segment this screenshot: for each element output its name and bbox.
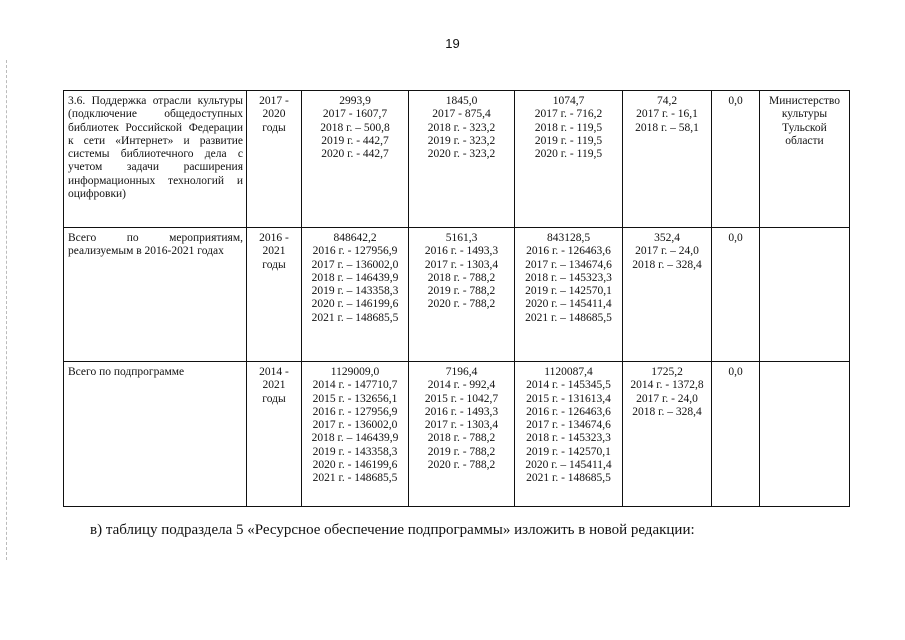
cell-line: 1120087,4	[544, 366, 593, 378]
total-cell	[302, 91, 409, 228]
executor-cell	[760, 228, 850, 362]
cell-line: 2017 г. - 16,1	[636, 108, 698, 121]
cell-line: 2021 г. - 148685,5	[312, 472, 398, 485]
cell-line: 2017 г. - 136002,0	[312, 419, 398, 432]
cell-line: 2020 г. – 145411,4	[525, 459, 612, 472]
cell-line: 2993,9	[339, 95, 371, 107]
cell-line: 2021 г. – 148685,5	[311, 311, 399, 324]
cell-line: 2020 г. - 788,2	[427, 459, 496, 472]
cell-line: 2018 г. – 145323,3	[525, 271, 612, 284]
cell-line: 2019 г. – 142570,1	[525, 285, 612, 298]
cell-line: 2019 г. - 788,2	[427, 285, 496, 298]
cell-line: 7196,4	[445, 366, 478, 378]
cell-line: 0,0	[728, 232, 743, 244]
local-budget-cell	[623, 91, 712, 228]
cell-line: 2017 - 875,4	[432, 108, 491, 121]
cell-line: 2020 г. - 146199,6	[312, 459, 398, 472]
cell-line: 2017 г. - 716,2	[534, 108, 603, 121]
cell-line: 2020 г. - 119,5	[534, 148, 603, 161]
cell-line: 2019 г. – 143358,3	[311, 285, 399, 298]
cell-line: 0,0	[728, 366, 743, 378]
cell-line: 2016 г. - 127956,9	[312, 245, 398, 258]
cell-line: 2020	[262, 108, 286, 121]
years-cell	[247, 362, 302, 507]
cell-line: 2019 г. - 323,2	[427, 134, 496, 147]
extrabudget-cell	[712, 91, 760, 228]
cell-line: 1725,2	[651, 366, 683, 378]
cell-line: 843128,5	[546, 232, 591, 244]
cell-line: 2017 г. - 1303,4	[424, 258, 499, 271]
resource-table	[63, 90, 850, 507]
executor-cell	[760, 362, 850, 507]
years-cell	[247, 228, 302, 362]
cell-line: 2015 г. - 1042,7	[424, 392, 499, 405]
cell-line: 2016 -	[259, 232, 289, 244]
table-row	[64, 362, 850, 507]
cell-line: 2018 г. – 146439,9	[311, 432, 399, 445]
cell-line: 2020 г. - 442,7	[321, 148, 389, 161]
total-cell	[302, 362, 409, 507]
cell-line: годы	[262, 121, 286, 134]
cell-line: 2017 г. – 24,0	[635, 245, 699, 258]
cell-line: 2015 г. - 131613,4	[526, 392, 611, 405]
cell-line: 0,0	[728, 95, 743, 107]
cell-line: 2019 г. - 142570,1	[526, 445, 611, 458]
cell-line: 848642,2	[333, 232, 377, 244]
page-number: 19	[445, 36, 460, 51]
cell-line: области	[785, 134, 824, 147]
cell-line: 1074,7	[552, 95, 585, 107]
activity-name-cell: 3.6. Поддержка отрасли культуры (подключение общедоступных библиотек Российской Федерации к сети «Интернет» и развитие системы библиотечного дела с учетом задачи расширения информационных технологий и оцифровки)	[64, 91, 247, 228]
cell-line: 2018 г. - 788,2	[427, 432, 496, 445]
activity-name-cell: Всего по подпрограмме	[64, 362, 247, 507]
federal-budget-cell	[409, 91, 515, 228]
local-budget-cell	[623, 228, 712, 362]
cell-line: 2014 г. - 992,4	[427, 379, 496, 392]
cell-line: 2019 г. - 119,5	[534, 134, 603, 147]
instruction-text: в) таблицу подраздела 5 «Ресурсное обеспечение подпрограммы» изложить в новой редакции:	[90, 522, 695, 538]
cell-line: 2020 г. - 323,2	[427, 148, 496, 161]
cell-line: 2018 г. - 119,5	[534, 121, 603, 134]
cell-line: 2021	[262, 245, 286, 258]
total-cell	[302, 228, 409, 362]
cell-line: 2016 г. - 1493,3	[424, 245, 499, 258]
cell-line: 2018 г. – 146439,9	[311, 271, 399, 284]
cell-line: 2018 г. - 788,2	[427, 271, 496, 284]
cell-line: 2017 г. - 134674,6	[526, 419, 611, 432]
cell-line: годы	[262, 392, 286, 405]
cell-line: годы	[262, 258, 286, 271]
cell-line: культуры	[781, 108, 828, 121]
cell-line: 2017 г. – 134674,6	[525, 258, 612, 271]
extrabudget-cell	[712, 228, 760, 362]
cell-line: 2014 -	[259, 366, 289, 378]
cell-line: 2018 г. – 500,8	[320, 121, 390, 134]
cell-line: 2020 г. – 146199,6	[311, 298, 399, 311]
cell-line: 2016 г. - 126463,6	[526, 405, 611, 418]
cell-line: 2019 г. - 143358,3	[312, 445, 398, 458]
activity-name-cell: Всего по мероприятиям, реализуемым в 2016-2021 годах	[64, 228, 247, 362]
cell-line: 2016 г. - 127956,9	[312, 405, 398, 418]
cell-line: 2016 г. - 126463,6	[526, 245, 611, 258]
cell-line: 2014 г. - 147710,7	[312, 379, 398, 392]
cell-line: 1845,0	[445, 95, 478, 107]
cell-line: 2021 г. - 148685,5	[526, 472, 611, 485]
cell-line: 2019 г. - 788,2	[427, 445, 496, 458]
cell-line: 2017 г. - 1303,4	[424, 419, 499, 432]
federal-budget-cell	[409, 362, 515, 507]
regional-budget-cell	[515, 228, 623, 362]
cell-line: 5161,3	[445, 232, 478, 244]
cell-line: 2014 г. - 1372,8	[630, 379, 704, 392]
cell-line: 2020 г. – 145411,4	[525, 298, 612, 311]
cell-line: 2017 г. - 24,0	[636, 392, 698, 405]
cell-line: 2015 г. - 132656,1	[312, 392, 398, 405]
cell-line: 2016 г. - 1493,3	[424, 405, 499, 418]
binding-edge-rule	[6, 60, 7, 560]
table-row	[64, 91, 850, 228]
cell-line: 2017 г. – 136002,0	[311, 258, 399, 271]
cell-line: 2021 г. – 148685,5	[525, 311, 612, 324]
cell-line: 2018 г. - 145323,3	[526, 432, 611, 445]
executor-cell	[760, 91, 850, 228]
cell-line: 2018 г. – 328,4	[632, 258, 702, 271]
federal-budget-cell	[409, 228, 515, 362]
cell-line: 1129009,0	[330, 366, 380, 378]
cell-line: 2018 г. – 328,4	[632, 405, 702, 418]
cell-line: 352,4	[654, 232, 680, 244]
cell-line: Тульской	[782, 121, 827, 134]
cell-line: 2017 - 1607,7	[322, 108, 388, 121]
local-budget-cell	[623, 362, 712, 507]
cell-line: 2018 г. – 58,1	[635, 121, 699, 134]
cell-line: 74,2	[656, 95, 678, 107]
cell-line: Министерство	[769, 95, 840, 107]
cell-line: 2014 г. - 145345,5	[526, 379, 611, 392]
regional-budget-cell	[515, 91, 623, 228]
cell-line: 2020 г. - 788,2	[427, 298, 496, 311]
years-cell	[247, 91, 302, 228]
cell-line: 2019 г. - 442,7	[321, 134, 389, 147]
table-row	[64, 228, 850, 362]
extrabudget-cell	[712, 362, 760, 507]
cell-line: 2021	[262, 379, 286, 392]
regional-budget-cell	[515, 362, 623, 507]
cell-line: 2018 г. - 323,2	[427, 121, 496, 134]
cell-line: 2017 -	[259, 95, 289, 107]
